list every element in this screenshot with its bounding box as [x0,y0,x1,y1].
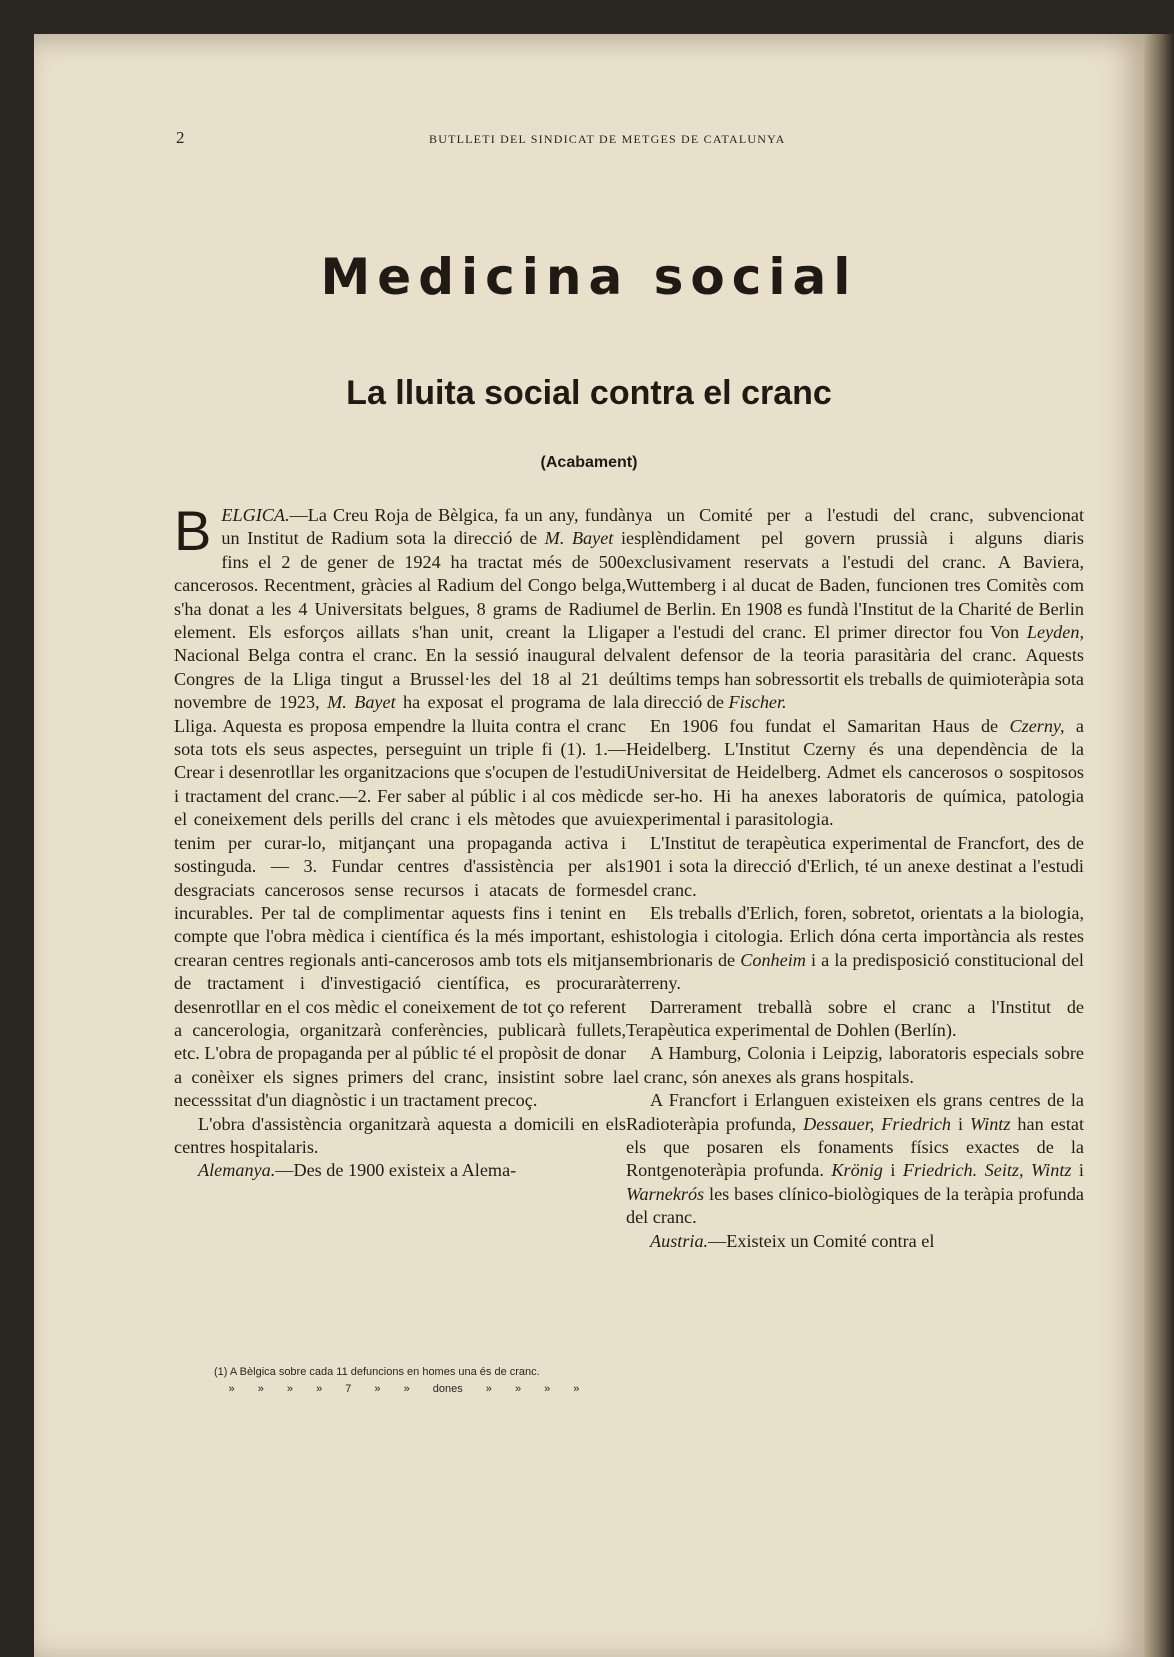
person-name: Friedrich. Seitz, Wintz [902,1160,1072,1181]
text-run: —Existeix un Comité contra el [708,1230,935,1251]
person-name: M. Bayet [544,528,614,549]
text-run: han estat els que posaren els fonaments físics exactes de la Rontgenoteràpia profunda. [626,1113,1084,1181]
paragraph [626,1089,1084,1229]
text-run: i [882,1160,903,1181]
footnote [184,1364,624,1398]
footnote-line: » » » » 7 » » dones » » » » [228,1383,580,1395]
paragraph: Darrerament treballà sobre el cranc a l'Institut de Terapèutica experimental de Dohlen (Berlín). [626,996,1084,1040]
page-sheet [34,34,1144,1657]
text-run: Els treballs d'Erlich, foren, sobretot, orientats a la biologia, histologia i citologia. Erlich dóna certa importància als restes embrionaris de [626,902,1084,970]
text-run: nya un Comité per a l'estudi del cranc, subvencionat esplèndidament pel govern prussià i alguns diaris exclusivament reservats a l'estudi del cranc. A Baviera, Wuttemberg i al ducat de Baden, funcionen tres Comitès com el de Berlin. En 1908 es fundà l'Institut de la Charité de Berlin per a l'estudi del cranc. El primer director fou Von [626,505,1084,643]
text-run: A Francfort i Erlanguen existeixen els grans centres de la Radioteràpia profunda, [626,1090,1084,1134]
person-name: Fischer. [728,692,787,713]
article-title: La lluita social contra el cranc [346,374,832,412]
country-label: Alemanya. [198,1160,276,1181]
paragraph [626,504,1084,715]
text-run: En 1906 fou fundat el Samaritan Haus de [650,715,1010,736]
running-title: BUTLLETI DEL SINDICAT DE METGES DE CATALUNYA [429,132,786,146]
paragraph: L'obra d'assistència organitzarà aquesta a domicili en els centres hospitalaris. [174,1113,626,1157]
paragraph [626,1230,1084,1253]
text-run: —Des de 1900 existeix a Alema- [275,1160,517,1181]
country-label: ELGICA. [221,505,290,525]
person-name: M. Bayet [327,692,396,713]
footnote-line: (1) A Bèlgica sobre cada 11 defuncions en homes una és de cranc. [214,1366,540,1378]
text-run: i [1071,1160,1084,1181]
book-page-edge [1144,34,1174,1657]
person-name: Dessauer, Friedrich [803,1113,951,1134]
text-run: valent defensor de la teoria parasitària del cranc. Aquests últims temps han sobressortit els treballs de quimioteràpia sota la direcció de [626,645,1084,713]
text-run: i a la predisposició constitucional del terreny. [626,949,1084,994]
right-column [626,504,1084,1253]
text-run: les bases clínico-biològiques de la teràpia profunda del cranc. [626,1183,1084,1228]
left-column [174,499,627,1183]
person-name: Warnekrós [626,1183,705,1204]
text-run: a Heidelberg. L'Institut Czerny és una dependència de la Universitat de Heidelberg. Admet els cancerosos o sospitosos de ser-ho. Hi ha anexes laboratoris de química, patologia experimental i parasitologia. [626,715,1084,830]
person-name: Krönig [831,1160,883,1181]
text-run: ha exposat el programa de la Lliga. Aquesta es proposa empendre la lluita contra el cranc sota tots els seus aspectes, perseguint un triple fi (1). 1.—Crear i desenrotllar les organitzacions que s'ocupen de l'estudi i tractament del cranc.—2. Fer saber al públic i al cos mèdic el coneixement dels perills del cranc i els mètodes que avui tenim per curar-lo, mitjançant una propaganda activa i sostinguda. — 3. Fundar centres d'assistència per als desgraciats cancerosos sense recursos i atacats de formes incurables. Per tal de complimentar aquests fins i tenint en compte que l'obra mèdica i científica és la més important, es crearan centres regionals anti-cancerosos amb tots els mitjans de tractament i d'investigació científica, es procurarà desenrotllar en el cos mèdic el coneixement de tot ço referent a cancerologia, organitzarà conferències, publicarà fullets, etc. L'obra de propaganda per al públic té el propòsit de donar a conèixer els signes primers del cranc, insistint sobre la necesssitat d'un diagnòstic i un tractament precoç. [174,692,627,1111]
paragraph: L'Institut de terapèutica experimental de Francfort, des de 1901 i sota la direcció d'Erlich, té un anexe destinat a l'estudi del cranc. [626,832,1084,900]
text-run: i fins el 2 de gener de 1924 ha tractat més de 500 cancerosos. Recentment, gràcies al Radium del Congo belga, s'ha donat a les 4 Universitats belgues, 8 grams de Radium element. Els esforços aillats s'han unit, creant la Lliga Nacional Belga contra el cranc. En la sessió inaugural del Congres de la Lliga tingut a Brussel·les del 18 al 21 de novembre de 1923, [174,528,626,713]
person-name: Wintz [970,1113,1011,1134]
page-number: 2 [176,128,186,147]
text-run: i [951,1113,971,1134]
text-run: —La Creu Roja de Bèlgica, fa un any, fundà un Institut de Radium sota la direcció de [221,505,626,549]
person-name: Leyden, [1026,622,1084,643]
person-name: Conheim [740,949,806,970]
country-label: Austria. [650,1230,709,1251]
drop-cap: B [174,499,212,562]
section-title: Medicina social [320,248,858,306]
paragraph: A Hamburg, Colonia i Leipzig, laboratoris especials sobre el cranc, són anexes als grans hospitals. [626,1043,1084,1087]
paragraph [626,902,1084,996]
person-name: Czerny, [1009,715,1065,736]
paragraph [626,715,1084,832]
article-note: (Acabament) [540,454,638,471]
paragraph [174,499,627,1113]
paragraph [174,1159,626,1182]
